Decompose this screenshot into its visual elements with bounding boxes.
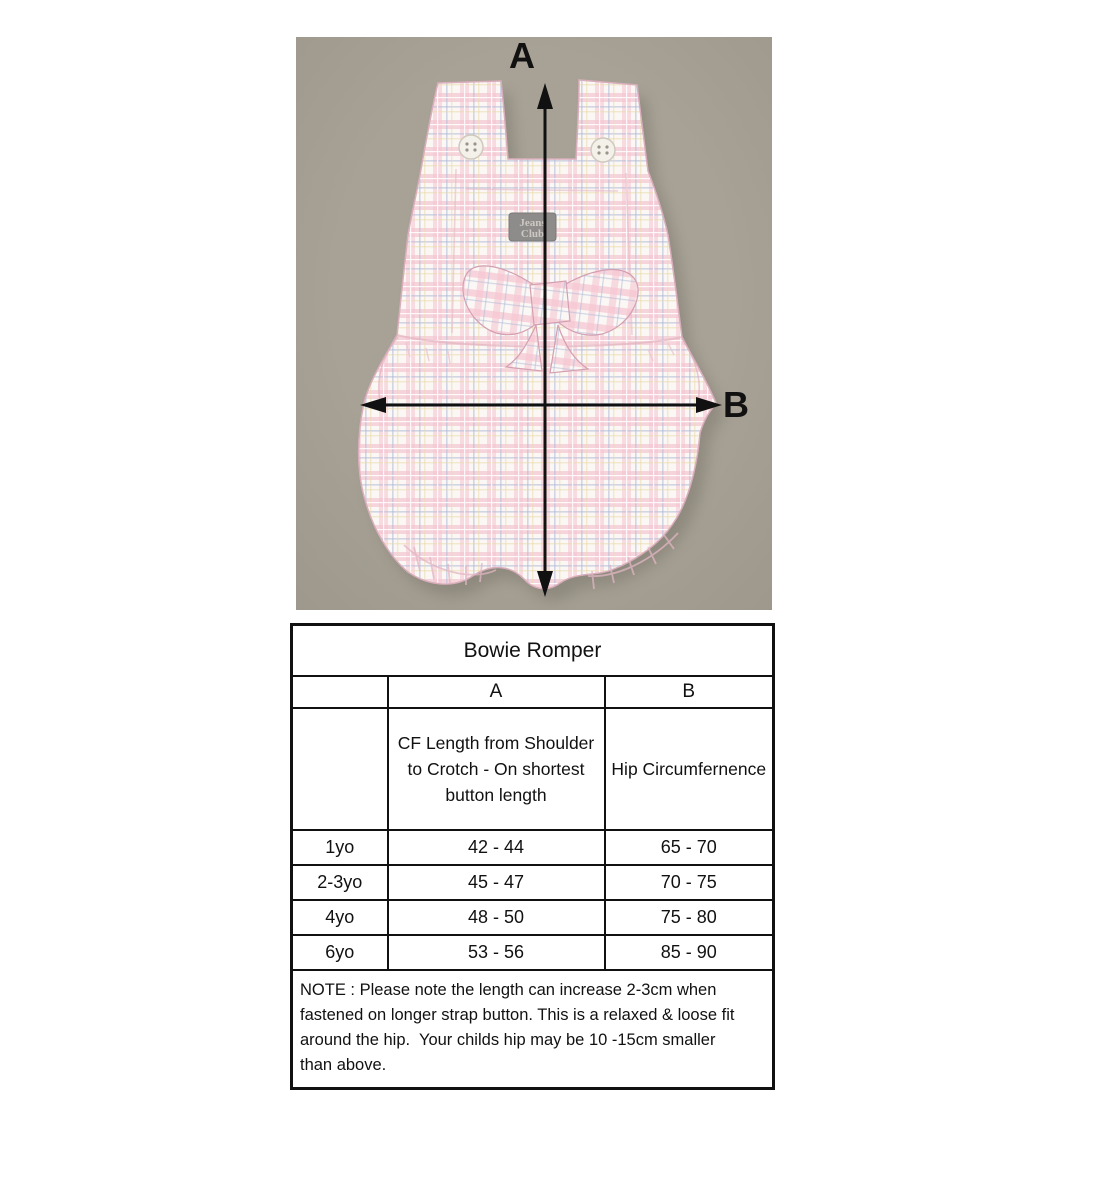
brand-label-patch xyxy=(509,213,556,241)
measurement-label-b: B xyxy=(723,384,749,425)
brand-text-line2: Club xyxy=(520,228,545,240)
size-cell: 6yo xyxy=(292,935,388,970)
value-a: 42 - 44 xyxy=(388,830,605,865)
desc-column-b: Hip Circumfernence xyxy=(605,708,774,830)
header-column-a: A xyxy=(388,676,605,708)
table-row xyxy=(292,865,774,900)
size-cell: 2-3yo xyxy=(292,865,388,900)
value-b: 85 - 90 xyxy=(605,935,774,970)
value-a: 45 - 47 xyxy=(388,865,605,900)
table-row xyxy=(292,830,774,865)
product-photo xyxy=(296,37,772,610)
header-size-cell xyxy=(292,676,388,708)
table-row xyxy=(292,900,774,935)
brand-text-line1: Jeans xyxy=(519,217,546,229)
desc-column-a: CF Length from Shoulder to Crotch - On shortest button length xyxy=(388,708,605,830)
size-note: NOTE : Please note the length can increase 2-3cm when fastened on longer strap button. This is a relaxed & loose fit around the hip. Your childs hip may be 10 -15cm smaller than above. xyxy=(292,970,774,1089)
header-column-b: B xyxy=(605,676,774,708)
value-b: 75 - 80 xyxy=(605,900,774,935)
value-a: 53 - 56 xyxy=(388,935,605,970)
desc-size-cell xyxy=(292,708,388,830)
measurement-label-a: A xyxy=(509,35,535,76)
romper-photo-illustration xyxy=(296,37,772,610)
size-cell: 4yo xyxy=(292,900,388,935)
value-b: 65 - 70 xyxy=(605,830,774,865)
table-row xyxy=(292,935,774,970)
size-cell: 1yo xyxy=(292,830,388,865)
table-title: Bowie Romper xyxy=(292,625,774,677)
size-table xyxy=(290,623,775,1090)
value-a: 48 - 50 xyxy=(388,900,605,935)
value-b: 70 - 75 xyxy=(605,865,774,900)
